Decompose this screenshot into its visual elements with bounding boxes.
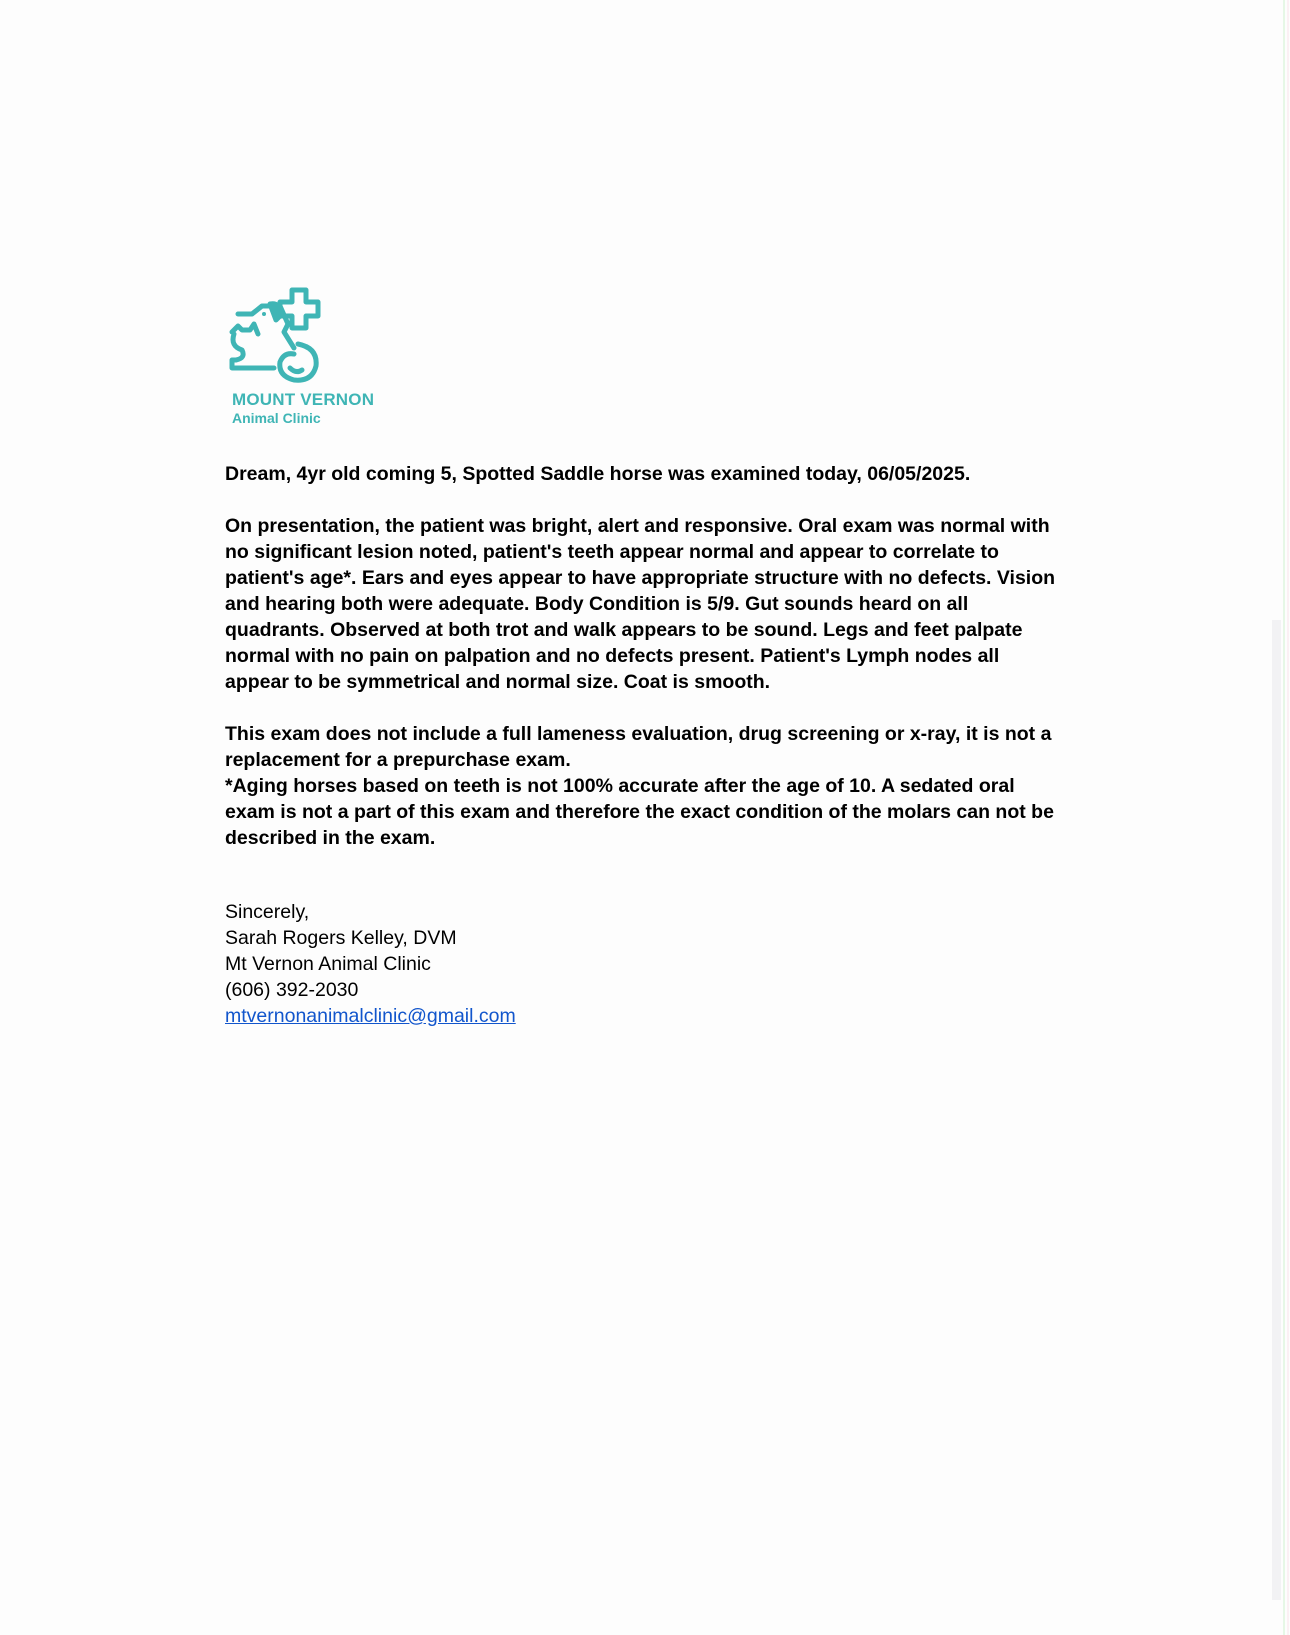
findings-line: quadrants. Observed at both trot and walk appears to be sound. Legs and feet palpate [225, 619, 1023, 641]
clinic-name: Mt Vernon Animal Clinic [225, 953, 431, 975]
disclaimer-line: described in the exam. [225, 827, 436, 849]
closing: Sincerely, [225, 901, 310, 923]
window-edge [1283, 0, 1285, 1635]
disclaimer-line: This exam does not include a full lameness evaluation, drug screening or x-ray, it is not a [225, 723, 1052, 745]
findings-line: and hearing both were adequate. Body Condition is 5/9. Gut sounds heard on all [225, 593, 969, 615]
intro-line: Dream, 4yr old coming 5, Spotted Saddle horse was examined today, 06/05/2025. [225, 463, 971, 485]
logo-subtitle: Animal Clinic [232, 410, 321, 426]
email-link[interactable]: mtvernonanimalclinic@gmail.com [225, 1005, 516, 1027]
window-edge-outer [1287, 0, 1289, 1635]
findings-line: patient's age*. Ears and eyes appear to have appropriate structure with no defects. Vision [225, 567, 1056, 589]
findings-line: appear to be symmetrical and normal size. Coat is smooth. [225, 671, 771, 693]
disclaimer-line: *Aging horses based on teeth is not 100% accurate after the age of 10. A sedated oral [225, 775, 1015, 797]
disclaimer-line: replacement for a prepurchase exam. [225, 749, 571, 771]
logo-name: MOUNT VERNON [232, 390, 375, 409]
dog-cat-cross-icon [228, 286, 338, 386]
findings-line: no significant lesion noted, patient's teeth appear normal and appear to correlate to [225, 541, 999, 563]
clinic-logo [228, 286, 388, 431]
signer-name: Sarah Rogers Kelley, DVM [225, 927, 457, 949]
phone-number: (606) 392-2030 [225, 979, 359, 1001]
disclaimer-line: exam is not a part of this exam and therefore the exact condition of the molars can not be [225, 801, 1054, 823]
findings-line: On presentation, the patient was bright, alert and responsive. Oral exam was normal with [225, 515, 1050, 537]
findings-line: normal with no pain on palpation and no defects present. Patient's Lymph nodes all [225, 645, 1000, 667]
scrollbar[interactable] [1272, 620, 1281, 1600]
